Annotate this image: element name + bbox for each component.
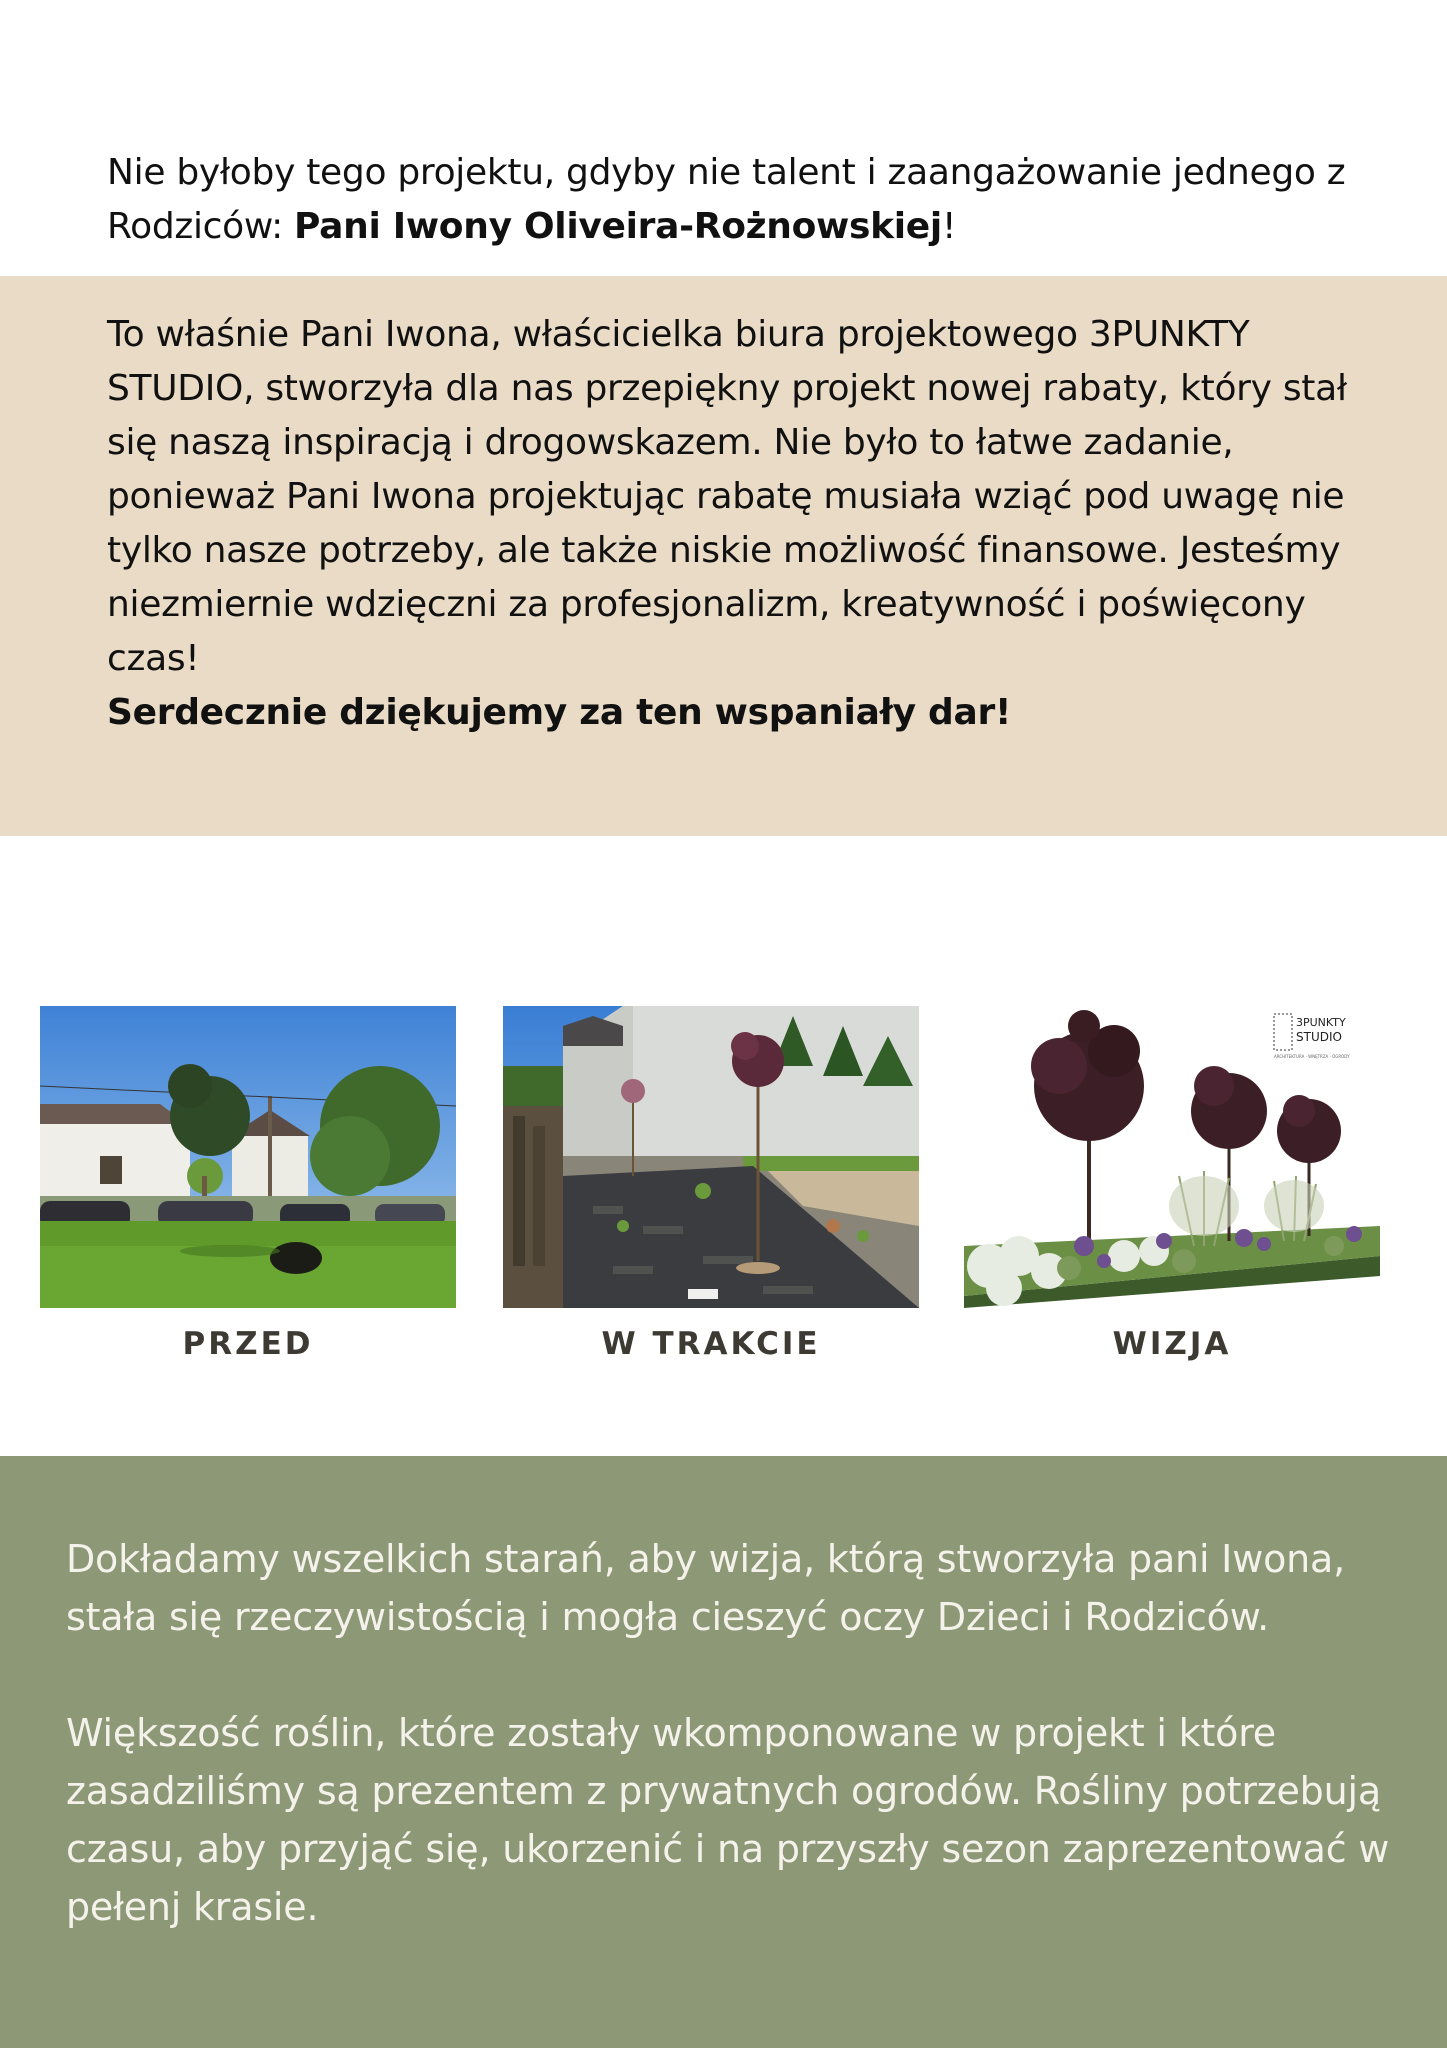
caption-before: PRZED [182,1326,314,1362]
photo-vision-render-icon [964,1006,1380,1308]
photo-before [40,1006,456,1308]
intro-exclamation: ! [941,206,957,247]
thanks-closing: Serdecznie dziękujemy za ten wspaniały dar! [107,692,1012,733]
progress-section [0,1456,1447,2048]
caption-during: W TRAKCIE [601,1326,821,1362]
logo-line2: STUDIO [1296,1030,1342,1044]
thanks-paragraph: To właśnie Pani Iwona, właścicielka biura projektowego 3PUNKTY STUDIO, stworzyła dla nas przepiękny projekt nowej rabaty, który stał się naszą inspiracją i drogowskazem. Nie było to łatwe zadanie, ponieważ Pani Iwona projektując rabatę musiała wziąć pod uwagę nie tylko nasze potrzeby, ale także niskie możliwość finansowe. Jesteśmy niezmiernie wdzięczni za profesjonalizm, kreatywność i poświęcony czas! [107,314,1347,679]
photo-gallery [0,1006,1447,1366]
intro-paragraph [107,146,1357,254]
logo-tagline: ARCHITEKTURA · WNĘTRZA · OGRODY [1274,1054,1350,1059]
intro-text: Nie byłoby tego projektu, gdyby nie talent i zaangażowanie jednego z Rodziców: [107,152,1346,247]
caption-vision: WIZJA [1112,1326,1232,1362]
progress-paragraph-1: Dokładamy wszelkich starań, aby wizja, którą stworzyła pani Iwona, stała się rzeczywistością i mogła cieszyć oczy Dzieci i Rodziców. [66,1537,1345,1639]
photo-before-garden-icon [40,1006,456,1308]
progress-paragraph-2: Większość roślin, które zostały wkomponowane w projekt i które zasadziliśmy są prezentem z prywatnych ogrodów. Rośliny potrzebują czasu, aby przyjąć się, ukorzenić i na przyszły sezon zaprezentować w pełenj krasie. [66,1711,1390,1929]
photo-vision [964,1006,1380,1308]
logo-line1: 3PUNKTY [1296,1016,1346,1029]
thanks-section [0,276,1447,836]
designer-name: Pani Iwony Oliveira-Rożnowskiej [294,206,942,247]
photo-during-planting-icon [503,1006,919,1308]
photo-during [503,1006,919,1308]
